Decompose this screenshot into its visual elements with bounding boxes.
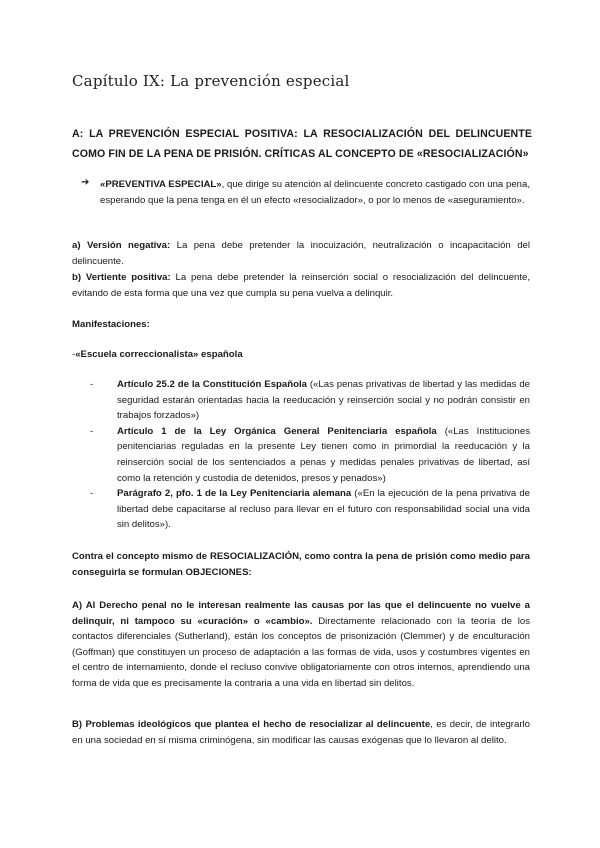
version-negativa-label: a) Versión negativa: — [72, 240, 171, 251]
version-negativa-text: La pena debe pretender la inocuización, neutralización o incapacitación del delincuente. — [72, 240, 531, 267]
vertiente-positiva-text: La pena debe pretender la reinserción social o resocialización del delincuente, evitando de esta forma que una vez que cumpla su pena vuelva a delinquir. — [72, 272, 531, 299]
escuela-label: «Escuela correccionalista» española — [75, 349, 243, 360]
list-item — [90, 486, 530, 533]
objecion-b — [72, 717, 530, 748]
list-item-title: Artículo 1 de la Ley Orgánica General Penitenciaria española — [117, 425, 437, 437]
list-item-text: («En la ejecución de la pena privativa de libertad debe capacitarse al recluso para llevar en el futuro con responsabilidad social una vida sin delitos»). — [117, 488, 530, 531]
preventiva-especial-item — [81, 177, 530, 208]
list-item — [90, 377, 530, 424]
arrow-icon: ➔ — [81, 177, 90, 188]
objecion-a-text: Directamente relacionado con la teoría de los contactos diferenciales (Sutherland), están los conceptos de prisonización (Clemmer) y de enculturación (Goffman) que constituyen un proceso de adaptación a las formas de vida, usos y costumbres vigentes en el centro de internamiento, donde el recluso convive obligatoriamente con otros internos, aprendiendo una forma de vida que es precisamente la contraria a una vida en libertad sin delitos. — [72, 615, 530, 689]
escuela-prefix: - — [72, 349, 76, 360]
objeciones-intro: Contra el concepto mismo de RESOCIALIZACIÓN, como contra la pena de prisión como medio para conseguirla se formulan OBJECIONES: — [72, 551, 530, 578]
preventiva-especial-definition: , que dirige su atención al delincuente concreto castigado con una pena, esperando que la pena tenga en él un efecto «resocializador», o por lo menos de «aseguramiento». — [100, 179, 530, 206]
list-dash: - — [90, 425, 94, 437]
section-title: A: LA PREVENCIÓN ESPECIAL POSITIVA: LA RESOCIALIZACIÓN DEL DELINCUENTE COMO FIN DE LA PENA DE PRISIÓN. CRÍTICAS AL CONCEPTO DE «RESOCIALIZACIÓN» — [72, 128, 532, 160]
list-item-title: Parágrafo 2, pfo. 1 de la Ley Penitenciaria alemana — [117, 488, 352, 500]
preventiva-especial-text — [100, 177, 530, 208]
list-item — [90, 424, 530, 486]
objecion-a — [72, 598, 530, 692]
preventiva-especial-term: «PREVENTIVA ESPECIAL» — [100, 179, 222, 190]
list-dash: - — [90, 379, 94, 390]
chapter-title: Capítulo IX: La prevención especial — [72, 72, 350, 90]
list-dash: - — [90, 488, 94, 500]
version-negativa — [72, 238, 530, 269]
manifestaciones-heading: Manifestaciones: — [72, 319, 150, 330]
escuela-correccionalista — [72, 347, 530, 363]
objecion-b-heading: B) Problemas ideológicos que plantea el hecho de resocializar al delincuente — [72, 719, 431, 730]
objecion-a-heading: A) Al Derecho penal no le interesan realmente las causas por las que el delincuente no vuelve a delinquir, ni tampoco su «curación» o «cambio». — [72, 600, 530, 627]
vertiente-positiva-label: b) Vertiente positiva: — [72, 272, 171, 283]
list-item-title: Artículo 25.2 de la Constitución Española — [117, 379, 307, 390]
manifestaciones-list — [90, 377, 530, 533]
list-item-text: («Las Instituciones penitenciarias reguladas en la presente Ley tienen como in primordial la reeducación y la reinserción social de los sentenciados a penas y medidas penales privativas de libertad, así como la retención y custodia de detenidos, presos y penados») — [117, 425, 530, 484]
objecion-b-text: , es decir, de integrarlo en una sociedad en sí misma criminógena, sin modificar las causas exógenas que lo llevaron al delito. — [72, 719, 531, 746]
vertiente-positiva — [72, 270, 530, 301]
list-item-text: («Las penas privativas de libertad y las medidas de seguridad estarán orientadas hacia la reeducación y reinserción social y no podrán consistir en trabajos forzados») — [117, 379, 530, 422]
